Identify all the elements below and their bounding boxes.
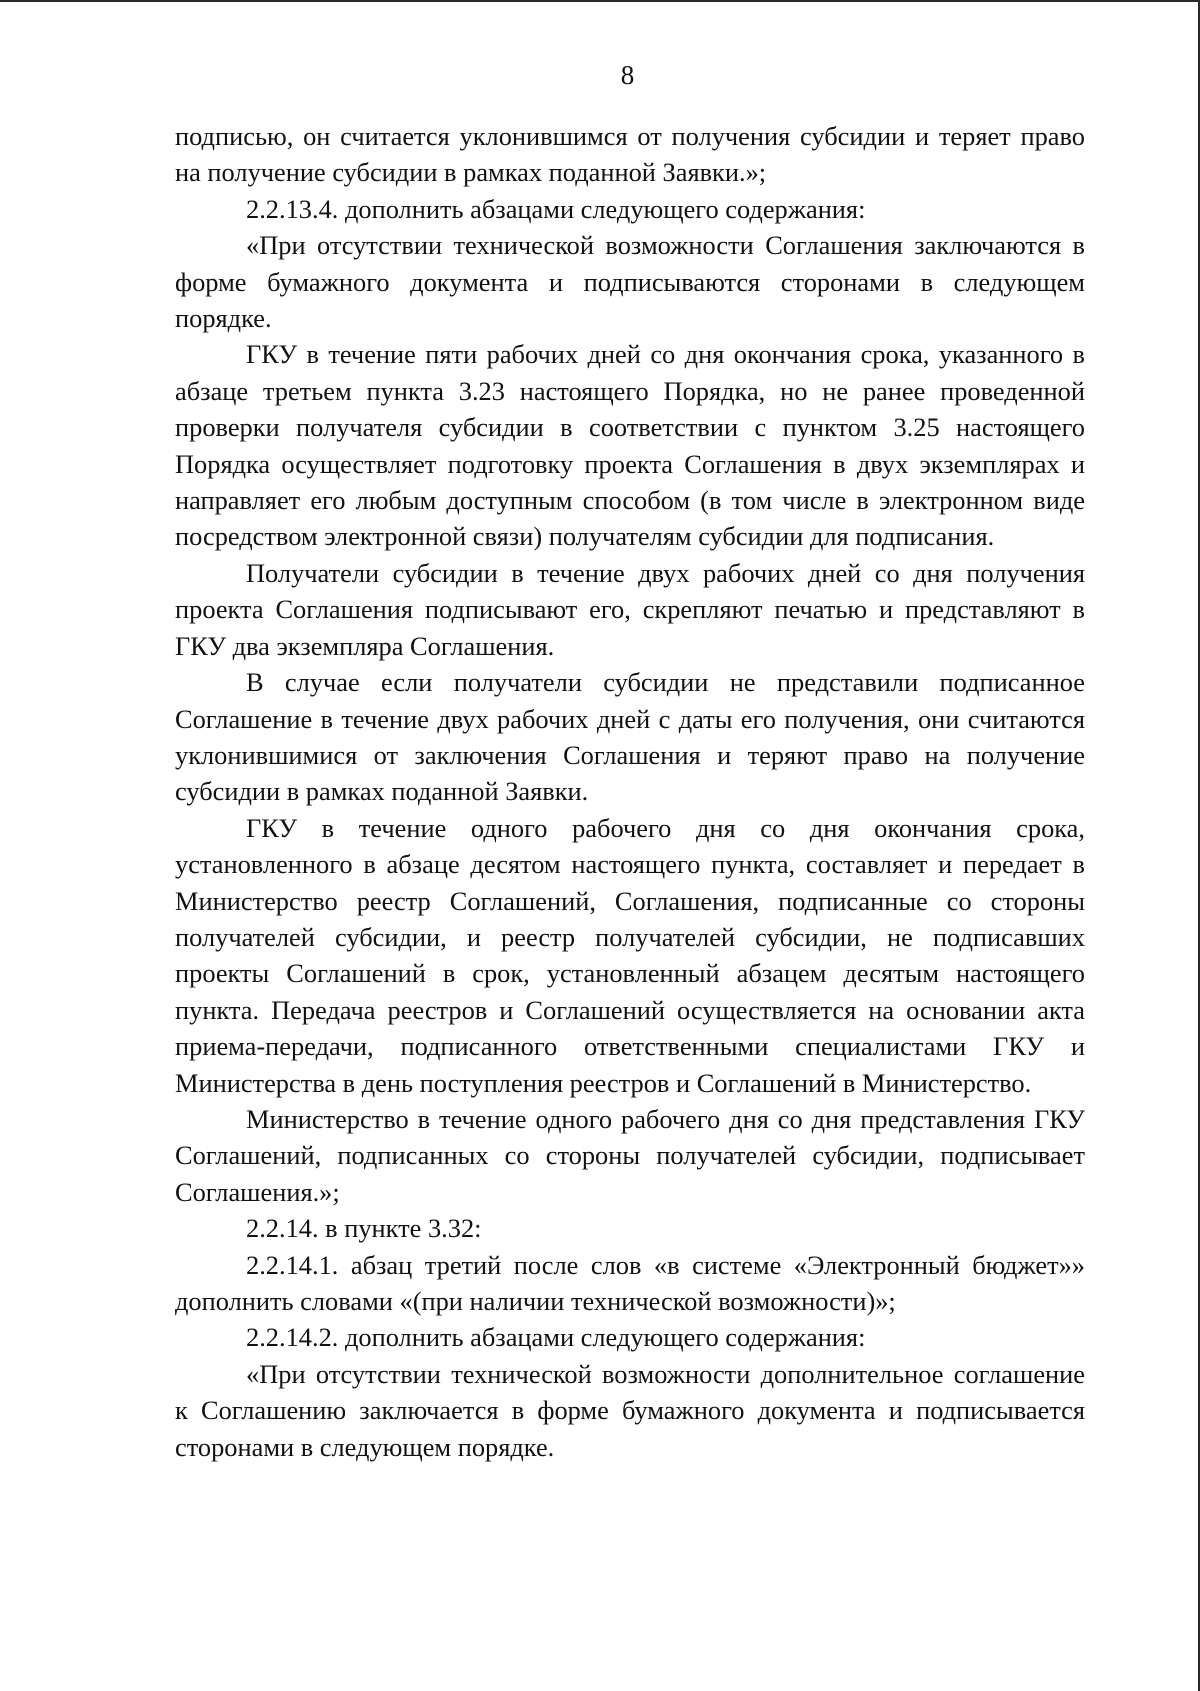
paragraph-gku-registry: ГКУ в течение одного рабочего дня со дня окончания срока, установленного в абзаце десятом настоящего пункта, составляет и передает в Министерство реестр Соглашений, Соглашения, подписанные со стороны получателей субсидии, и реестр получателей субсидии, не подписавших проекты Соглашений в срок, установленный абзацем десятым настоящего пункта. Передача реестров и Соглашений осуществляется на основании акта приема-передачи, подписанного ответственными специалистами ГКУ и Министерства в день поступления реестров и Соглашений в Министерство. — [175, 812, 1085, 1098]
paragraph-recipients-sign: Получатели субсидии в течение двух рабочих дней со дня получения проекта Соглашения подписывают его, скрепляют печатью и представляют в ГКУ два экземпляра Соглашения. — [175, 557, 1085, 661]
paragraph-continuation: подписью, он считается уклонившимся от получения субсидии и теряет право на получение субсидии в рамках поданной Заявки.»; — [175, 121, 1085, 188]
document-body — [175, 118, 1085, 1465]
paragraph-item-2-2-14: 2.2.14. в пункте 3.32: — [246, 1213, 482, 1244]
paragraph-no-technical-possibility: «При отсутствии технической возможности Соглашения заключаются в форме бумажного документа и подписываются сторонами в следующем порядке. — [175, 230, 1085, 334]
paragraph-item-2-2-14-1: 2.2.14.1. абзац третий после слов «в системе «Электронный бюджет»» дополнить словами «(при наличии технической возможности)»; — [175, 1249, 1085, 1316]
paragraph-ministry-signs: Министерство в течение одного рабочего дня со дня представления ГКУ Соглашений, подписанных со стороны получателей субсидии, подписывает Соглашения.»; — [175, 1103, 1085, 1207]
paragraph-additional-agreement: «При отсутствии технической возможности дополнительное соглашение к Соглашению заключается в форме бумажного документа и подписывается сторонами в следующем порядке. — [175, 1358, 1085, 1462]
paragraph-item-2-2-13-4: 2.2.13.4. дополнить абзацами следующего содержания: — [246, 193, 866, 224]
paragraph-evasion: В случае если получатели субсидии не представили подписанное Соглашение в течение двух рабочих дней с даты его получения, они считаются уклонившимися от заключения Соглашения и теряют право на получение субсидии в рамках поданной Заявки. — [175, 667, 1085, 807]
scan-edge-top — [0, 0, 1200, 2]
page-number: 8 — [620, 60, 635, 90]
paragraph-gku-preparation: ГКУ в течение пяти рабочих дней со дня окончания срока, указанного в абзаце третьем пункта 3.23 настоящего Порядка, но не ранее проведенной проверки получателя субсидии в соответствии с пунктом 3.25 настоящего Порядка осуществляет подготовку проекта Соглашения в двух экземплярах и направляет его любым доступным способом (в том числе в электронном виде посредством электронной связи) получателям субсидии для подписания. — [175, 339, 1085, 552]
paragraph-item-2-2-14-2: 2.2.14.2. дополнить абзацами следующего содержания: — [246, 1322, 866, 1353]
